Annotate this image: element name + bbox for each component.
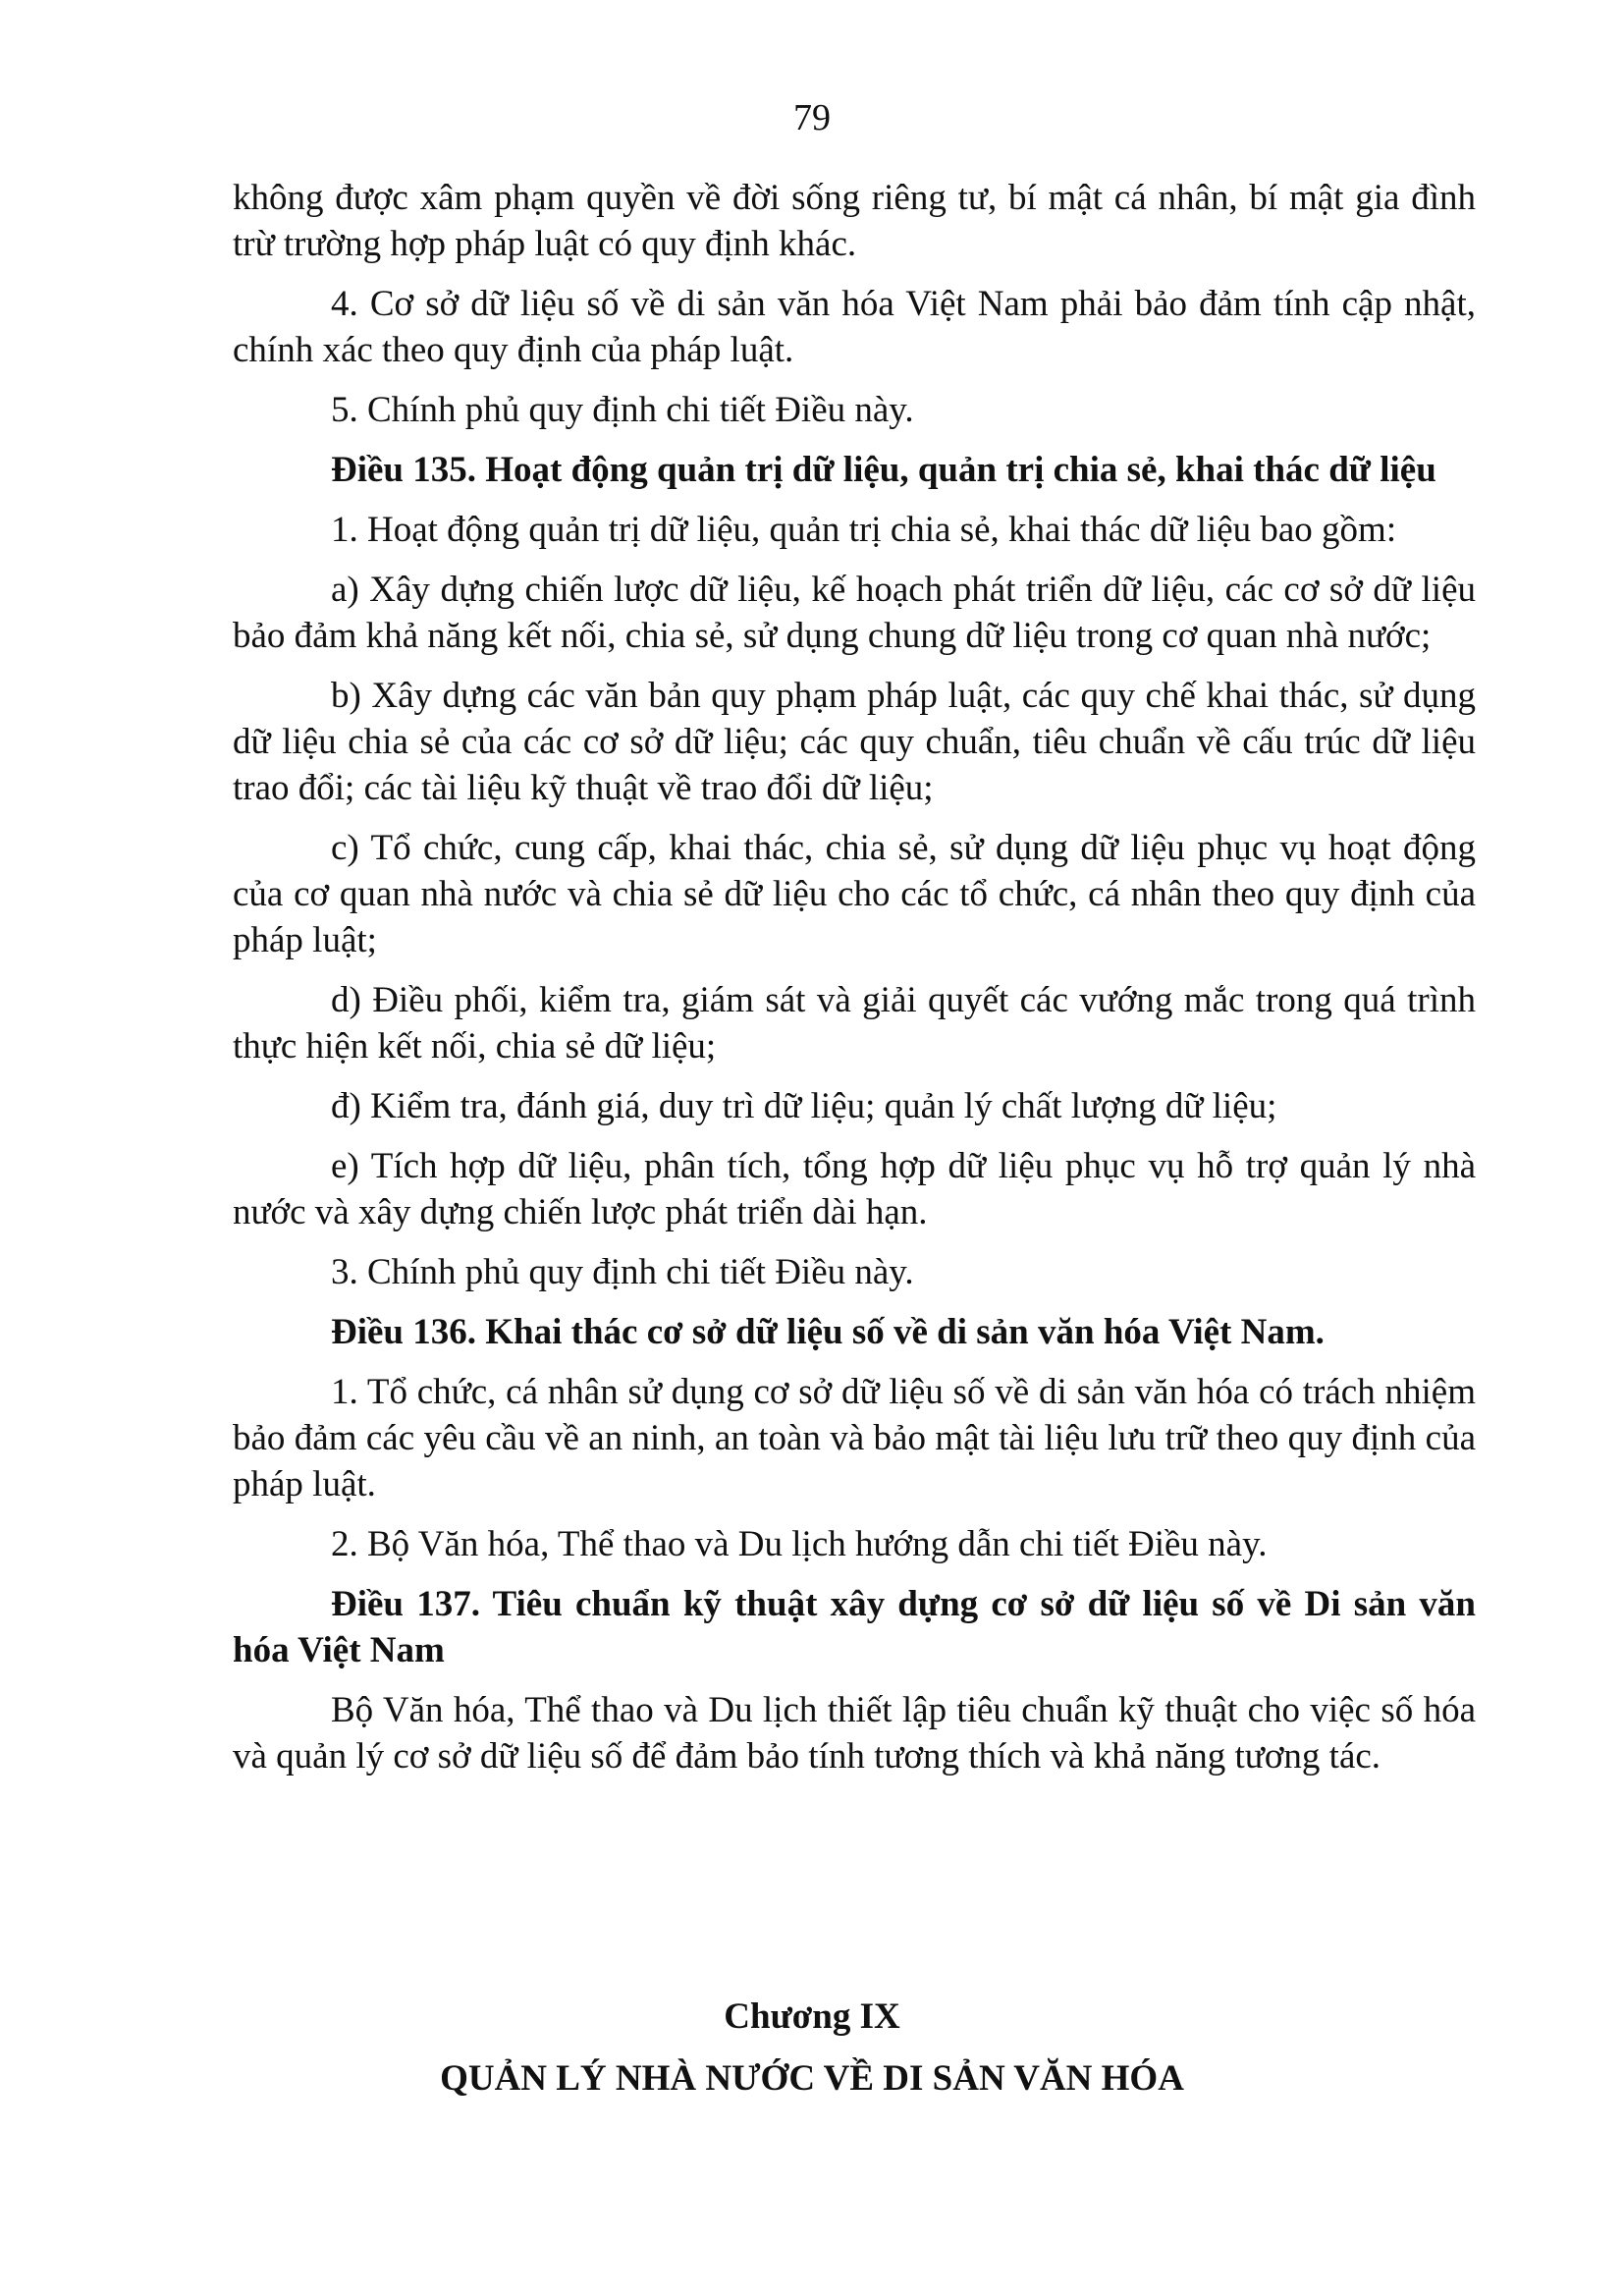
article-135-item-dd: đ) Kiểm tra, đánh giá, duy trì dữ liệu; quản lý chất lượng dữ liệu;	[331, 1086, 1277, 1126]
article-137-body: Bộ Văn hóa, Thể thao và Du lịch thiết lập tiêu chuẩn kỹ thuật cho việc số hóa và quản lý cơ sở dữ liệu số để đảm bảo tính tương thích và khả năng tương tác.	[233, 1690, 1476, 1777]
article-135-heading: Điều 135. Hoạt động quản trị dữ liệu, quản trị chia sẻ, khai thác dữ liệu	[331, 450, 1436, 490]
article-135-item-a: a) Xây dựng chiến lược dữ liệu, kế hoạch phát triển dữ liệu, các cơ sở dữ liệu bảo đảm khả năng kết nối, chia sẻ, sử dụng chung dữ liệu trong cơ quan nhà nước;	[233, 570, 1476, 656]
clause-5: 5. Chính phủ quy định chi tiết Điều này.	[331, 390, 914, 430]
page-number: 79	[793, 97, 831, 138]
article-135-clause-1: 1. Hoạt động quản trị dữ liệu, quản trị chia sẻ, khai thác dữ liệu bao gồm:	[331, 510, 1397, 550]
article-135-item-d: d) Điều phối, kiểm tra, giám sát và giải quyết các vướng mắc trong quá trình thực hiện kết nối, chia sẻ dữ liệu;	[233, 980, 1476, 1066]
article-137-heading: Điều 137. Tiêu chuẩn kỹ thuật xây dựng cơ sở dữ liệu số về Di sản văn hóa Việt Nam	[233, 1584, 1476, 1670]
paragraph-continuation: không được xâm phạm quyền về đời sống riêng tư, bí mật cá nhân, bí mật gia đình trừ trường hợp pháp luật có quy định khác.	[233, 178, 1476, 264]
chapter-title: QUẢN LÝ NHÀ NƯỚC VỀ DI SẢN VĂN HÓA	[440, 2058, 1184, 2099]
article-135-item-b: b) Xây dựng các văn bản quy phạm pháp luật, các quy chế khai thác, sử dụng dữ liệu chia sẻ của các cơ sở dữ liệu; các quy chuẩn, tiêu chuẩn về cấu trúc dữ liệu trao đổi; các tài liệu kỹ thuật về trao đổi dữ liệu;	[233, 676, 1476, 808]
clause-4: 4. Cơ sở dữ liệu số về di sản văn hóa Việt Nam phải bảo đảm tính cập nhật, chính xác theo quy định của pháp luật.	[233, 284, 1476, 370]
article-136-clause-2: 2. Bộ Văn hóa, Thể thao và Du lịch hướng dẫn chi tiết Điều này.	[331, 1524, 1268, 1564]
chapter-number: Chương IX	[724, 1996, 900, 2037]
article-135-item-c: c) Tổ chức, cung cấp, khai thác, chia sẻ, sử dụng dữ liệu phục vụ hoạt động của cơ quan nhà nước và chia sẻ dữ liệu cho các tổ chức, cá nhân theo quy định của pháp luật;	[233, 828, 1476, 960]
article-136-clause-1: 1. Tổ chức, cá nhân sử dụng cơ sở dữ liệu số về di sản văn hóa có trách nhiệm bảo đảm các yêu cầu về an ninh, an toàn và bảo mật tài liệu lưu trữ theo quy định của pháp luật.	[233, 1372, 1476, 1504]
article-135-clause-3: 3. Chính phủ quy định chi tiết Điều này.	[331, 1252, 914, 1292]
article-136-heading: Điều 136. Khai thác cơ sở dữ liệu số về di sản văn hóa Việt Nam.	[331, 1312, 1325, 1352]
document-body	[233, 175, 1476, 1793]
article-135-item-e: e) Tích hợp dữ liệu, phân tích, tổng hợp dữ liệu phục vụ hỗ trợ quản lý nhà nước và xây dựng chiến lược phát triển dài hạn.	[233, 1146, 1476, 1232]
